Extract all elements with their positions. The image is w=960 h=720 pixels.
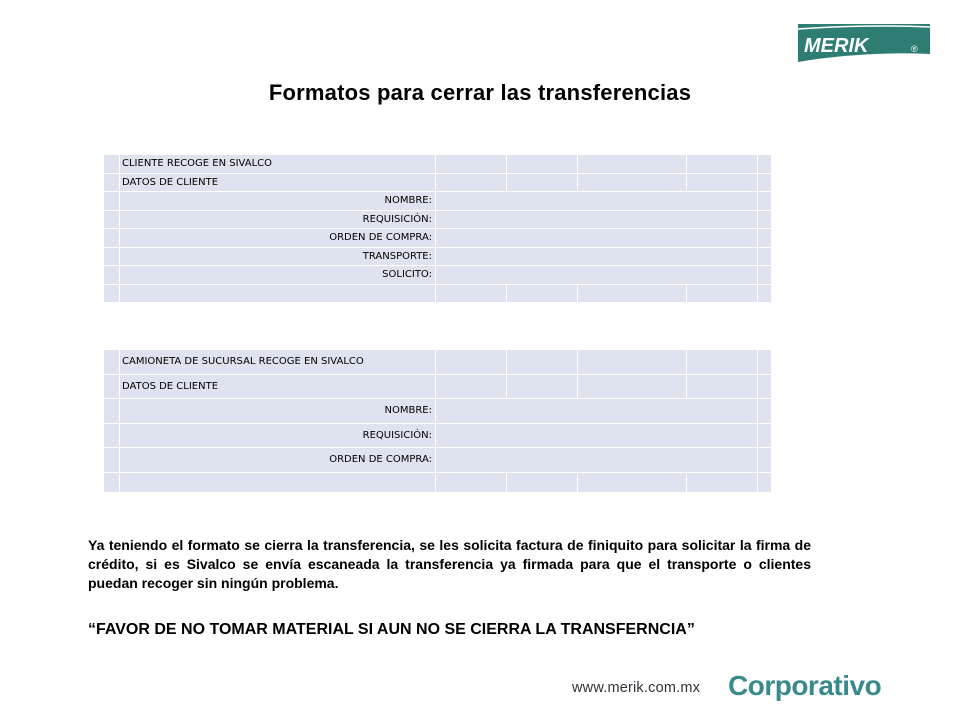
field-input-solicito[interactable] (436, 266, 758, 285)
form-table-camioneta (103, 349, 772, 493)
field-input-orden-compra[interactable] (436, 229, 758, 248)
form-label: DATOS DE CLIENTE (120, 374, 436, 399)
table-row (104, 374, 772, 399)
field-input-requisicion[interactable] (436, 423, 758, 448)
logo-registered-mark: ® (911, 44, 918, 54)
field-input-requisicion[interactable] (436, 210, 758, 229)
form-cell[interactable] (507, 173, 578, 192)
form-label: CAMIONETA DE SUCURSAL RECOGE EN SIVALCO (120, 350, 436, 375)
table-row (104, 210, 772, 229)
form-cell[interactable] (507, 155, 578, 174)
table-row (104, 155, 772, 174)
form-cell[interactable] (436, 173, 507, 192)
form-cell[interactable] (507, 350, 578, 375)
form-cell[interactable] (578, 155, 687, 174)
form-cell[interactable] (687, 350, 758, 375)
field-input-nombre[interactable] (436, 399, 758, 424)
form-cell[interactable] (687, 173, 758, 192)
field-label-solicito: SOLICITO: (120, 266, 436, 285)
table-row (104, 266, 772, 285)
table-row (104, 229, 772, 248)
table-row (104, 284, 772, 303)
instructions-paragraph: Ya teniendo el formato se cierra la transferencia, se les solicita factura de finiquito para solicitar la firma de crédito, si es Sivalco se envía escaneada la transferencia ya firmada para que el transporte o clientes puedan recoger sin ningún problema. (88, 537, 811, 591)
field-input-orden-compra[interactable] (436, 448, 758, 473)
field-input-nombre[interactable] (436, 192, 758, 211)
logo-text: MERIK (804, 35, 869, 57)
form-cell[interactable] (436, 374, 507, 399)
table-row (104, 173, 772, 192)
table-row (104, 350, 772, 375)
field-label-orden-compra: ORDEN DE COMPRA: (120, 229, 436, 248)
table-row (104, 423, 772, 448)
field-label-orden-compra: ORDEN DE COMPRA: (120, 448, 436, 473)
field-label-requisicion: REQUISICIÓN: (120, 423, 436, 448)
warning-notice: “FAVOR DE NO TOMAR MATERIAL SI AUN NO SE CIERRA LA TRANSFERNCIA” (88, 621, 695, 638)
form-cell[interactable] (578, 374, 687, 399)
form-table-cliente (103, 154, 772, 303)
form-cell[interactable] (578, 350, 687, 375)
footer-brand: Corporativo (728, 670, 882, 701)
form-cell[interactable] (687, 374, 758, 399)
table-row (104, 192, 772, 211)
table-row (104, 472, 772, 492)
page-title: Formatos para cerrar las transferencias (268, 80, 692, 105)
form-cell[interactable] (687, 155, 758, 174)
footer-url: www.merik.com.mx (572, 680, 701, 696)
form-cell[interactable] (507, 374, 578, 399)
form-cell[interactable] (436, 350, 507, 375)
field-label-transporte: TRANSPORTE: (120, 247, 436, 266)
form-cell[interactable] (578, 173, 687, 192)
field-label-nombre: NOMBRE: (120, 399, 436, 424)
table-row (104, 399, 772, 424)
form-label: DATOS DE CLIENTE (120, 173, 436, 192)
field-label-requisicion: REQUISICIÓN: (120, 210, 436, 229)
form-cell[interactable] (436, 155, 507, 174)
field-input-transporte[interactable] (436, 247, 758, 266)
form-label: CLIENTE RECOGE EN SIVALCO (120, 155, 436, 174)
table-row (104, 247, 772, 266)
merik-logo (794, 22, 934, 64)
field-label-nombre: NOMBRE: (120, 192, 436, 211)
table-row (104, 448, 772, 473)
